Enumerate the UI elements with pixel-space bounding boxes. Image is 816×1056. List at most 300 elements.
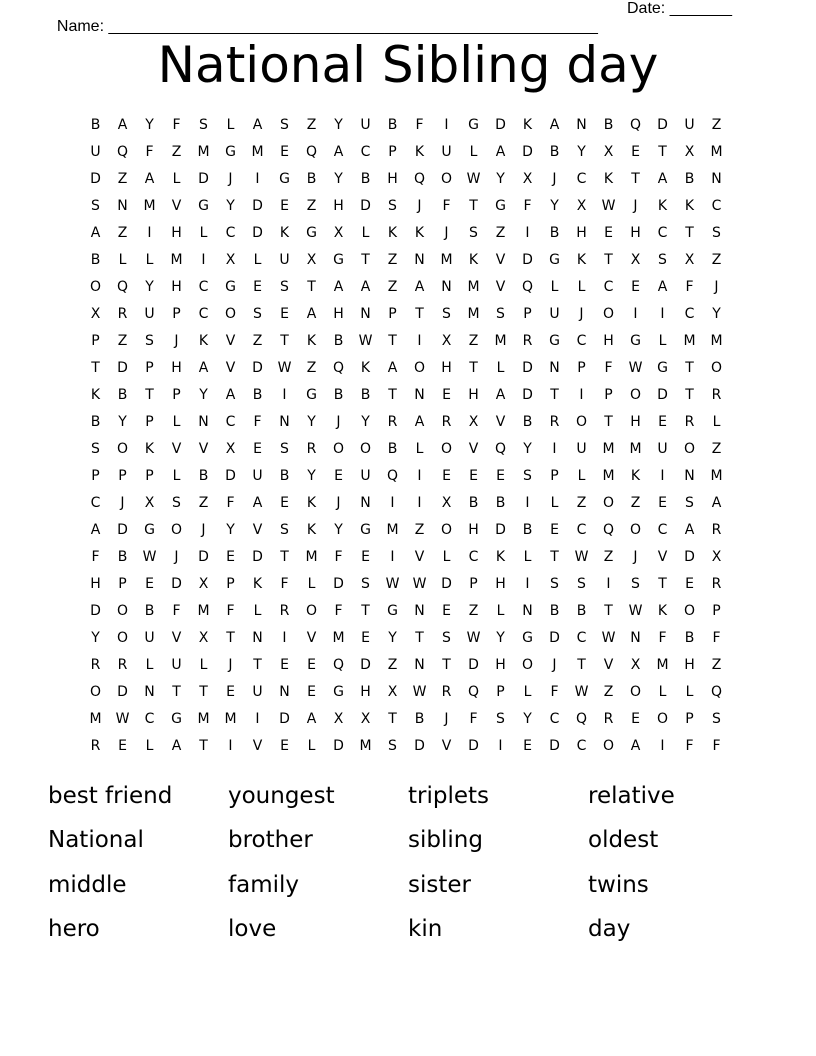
grid-cell[interactable]: K: [387, 224, 398, 241]
grid-cell[interactable]: S: [91, 440, 100, 457]
grid-cell[interactable]: U: [684, 116, 695, 133]
grid-cell[interactable]: Z: [198, 494, 209, 511]
grid-cell[interactable]: O: [116, 629, 129, 646]
grid-cell[interactable]: A: [306, 710, 317, 727]
grid-cell[interactable]: A: [225, 386, 236, 403]
grid-cell[interactable]: S: [496, 305, 505, 322]
grid-cell[interactable]: D: [360, 656, 371, 673]
grid-cell[interactable]: I: [417, 332, 422, 349]
grid-cell[interactable]: T: [469, 359, 478, 376]
grid-cell[interactable]: D: [198, 170, 209, 187]
grid-cell[interactable]: L: [496, 359, 505, 376]
grid-cell[interactable]: Q: [467, 683, 480, 700]
grid-cell[interactable]: X: [306, 251, 317, 268]
grid-cell[interactable]: V: [306, 629, 317, 646]
grid-cell[interactable]: I: [633, 305, 638, 322]
grid-cell[interactable]: L: [226, 116, 235, 133]
grid-cell[interactable]: W: [277, 359, 292, 376]
grid-cell[interactable]: V: [414, 548, 425, 565]
grid-cell[interactable]: A: [360, 278, 371, 295]
grid-cell[interactable]: N: [549, 359, 560, 376]
grid-cell[interactable]: G: [171, 710, 182, 727]
grid-cell[interactable]: K: [414, 143, 425, 160]
grid-cell[interactable]: C: [468, 548, 479, 565]
grid-cell[interactable]: H: [468, 386, 479, 403]
grid-cell[interactable]: Z: [306, 197, 317, 214]
grid-cell[interactable]: A: [198, 359, 209, 376]
grid-cell[interactable]: M: [683, 332, 696, 349]
grid-cell[interactable]: D: [198, 548, 209, 565]
grid-cell[interactable]: Y: [577, 143, 586, 160]
grid-cell[interactable]: W: [412, 575, 427, 592]
grid-cell[interactable]: D: [333, 737, 344, 754]
grid-cell[interactable]: D: [495, 521, 506, 538]
grid-cell[interactable]: N: [414, 251, 425, 268]
grid-cell[interactable]: H: [630, 413, 641, 430]
grid-cell[interactable]: N: [279, 413, 290, 430]
grid-cell[interactable]: F: [172, 602, 181, 619]
grid-cell[interactable]: T: [685, 386, 694, 403]
grid-cell[interactable]: Z: [252, 332, 263, 349]
grid-cell[interactable]: Y: [334, 116, 343, 133]
grid-cell[interactable]: B: [603, 116, 614, 133]
grid-cell[interactable]: D: [657, 386, 668, 403]
grid-cell[interactable]: Y: [523, 440, 532, 457]
grid-cell[interactable]: Y: [388, 629, 397, 646]
grid-cell[interactable]: J: [714, 278, 719, 295]
grid-cell[interactable]: D: [117, 521, 128, 538]
grid-cell[interactable]: K: [306, 494, 317, 511]
grid-cell[interactable]: D: [657, 116, 668, 133]
grid-cell[interactable]: V: [468, 440, 479, 457]
grid-cell[interactable]: N: [711, 170, 722, 187]
grid-cell[interactable]: T: [658, 143, 667, 160]
grid-cell[interactable]: F: [442, 197, 451, 214]
grid-cell[interactable]: Z: [306, 116, 317, 133]
grid-cell[interactable]: G: [657, 359, 668, 376]
grid-cell[interactable]: D: [468, 656, 479, 673]
grid-cell[interactable]: X: [576, 197, 587, 214]
grid-cell[interactable]: A: [414, 413, 425, 430]
grid-cell[interactable]: S: [442, 629, 451, 646]
grid-cell[interactable]: E: [658, 494, 667, 511]
grid-cell[interactable]: Q: [494, 440, 507, 457]
grid-cell[interactable]: M: [197, 710, 210, 727]
grid-cell[interactable]: H: [684, 656, 695, 673]
grid-cell[interactable]: B: [306, 170, 317, 187]
grid-cell[interactable]: D: [252, 548, 263, 565]
grid-cell[interactable]: B: [252, 386, 263, 403]
grid-cell[interactable]: L: [361, 224, 370, 241]
grid-cell[interactable]: T: [91, 359, 100, 376]
grid-cell[interactable]: H: [468, 521, 479, 538]
grid-cell[interactable]: E: [253, 440, 262, 457]
grid-cell[interactable]: G: [387, 602, 398, 619]
grid-cell[interactable]: T: [604, 413, 613, 430]
grid-cell[interactable]: B: [144, 602, 155, 619]
grid-cell[interactable]: E: [523, 737, 532, 754]
grid-cell[interactable]: U: [360, 467, 371, 484]
grid-cell[interactable]: S: [712, 224, 721, 241]
grid-cell[interactable]: O: [224, 305, 237, 322]
grid-cell[interactable]: Y: [145, 278, 154, 295]
grid-cell[interactable]: D: [117, 683, 128, 700]
grid-cell[interactable]: X: [441, 494, 452, 511]
grid-cell[interactable]: F: [469, 710, 478, 727]
grid-cell[interactable]: T: [199, 683, 208, 700]
grid-cell[interactable]: S: [496, 710, 505, 727]
grid-cell[interactable]: S: [658, 251, 667, 268]
grid-cell[interactable]: E: [361, 629, 370, 646]
grid-cell[interactable]: I: [525, 494, 530, 511]
grid-cell[interactable]: Q: [575, 710, 588, 727]
grid-cell[interactable]: R: [387, 413, 398, 430]
grid-cell[interactable]: D: [684, 548, 695, 565]
grid-cell[interactable]: R: [711, 386, 722, 403]
grid-cell[interactable]: Q: [602, 521, 615, 538]
grid-cell[interactable]: Y: [226, 521, 235, 538]
grid-cell[interactable]: D: [468, 737, 479, 754]
grid-cell[interactable]: E: [280, 197, 289, 214]
grid-cell[interactable]: N: [360, 305, 371, 322]
grid-cell[interactable]: S: [712, 710, 721, 727]
grid-cell[interactable]: W: [466, 629, 481, 646]
grid-cell[interactable]: E: [442, 602, 451, 619]
grid-cell[interactable]: M: [710, 467, 723, 484]
grid-cell[interactable]: L: [199, 656, 208, 673]
name-field[interactable]: Name: _______________________________________________________: [56, 18, 598, 35]
grid-cell[interactable]: L: [685, 683, 694, 700]
grid-cell[interactable]: X: [225, 440, 236, 457]
grid-cell[interactable]: V: [252, 521, 263, 538]
grid-cell[interactable]: P: [604, 386, 613, 403]
grid-cell[interactable]: A: [144, 170, 155, 187]
grid-cell[interactable]: Y: [199, 386, 208, 403]
grid-cell[interactable]: T: [577, 656, 586, 673]
grid-cell[interactable]: M: [440, 251, 453, 268]
grid-cell[interactable]: K: [603, 170, 614, 187]
grid-cell[interactable]: J: [201, 521, 206, 538]
grid-cell[interactable]: S: [280, 116, 289, 133]
grid-cell[interactable]: J: [444, 224, 449, 241]
grid-cell[interactable]: P: [145, 413, 154, 430]
grid-cell[interactable]: U: [549, 305, 560, 322]
grid-cell[interactable]: T: [550, 548, 559, 565]
grid-cell[interactable]: E: [631, 143, 640, 160]
grid-cell[interactable]: Z: [603, 548, 614, 565]
grid-cell[interactable]: L: [469, 143, 478, 160]
grid-cell[interactable]: K: [306, 332, 317, 349]
grid-cell[interactable]: C: [225, 224, 236, 241]
grid-cell[interactable]: U: [144, 629, 155, 646]
grid-cell[interactable]: E: [226, 548, 235, 565]
grid-cell[interactable]: B: [684, 629, 695, 646]
grid-cell[interactable]: Z: [468, 602, 479, 619]
grid-cell[interactable]: A: [414, 278, 425, 295]
grid-cell[interactable]: V: [171, 197, 182, 214]
grid-cell[interactable]: X: [198, 629, 209, 646]
grid-cell[interactable]: S: [469, 224, 478, 241]
grid-cell[interactable]: S: [523, 467, 532, 484]
grid-cell[interactable]: R: [441, 413, 452, 430]
grid-cell[interactable]: K: [306, 521, 317, 538]
grid-cell[interactable]: A: [252, 494, 263, 511]
grid-cell[interactable]: G: [522, 629, 533, 646]
grid-cell[interactable]: T: [388, 710, 397, 727]
grid-cell[interactable]: S: [280, 278, 289, 295]
grid-cell[interactable]: R: [603, 710, 614, 727]
grid-cell[interactable]: Z: [387, 656, 398, 673]
grid-cell[interactable]: K: [576, 251, 587, 268]
grid-cell[interactable]: B: [333, 386, 344, 403]
grid-cell[interactable]: R: [684, 413, 695, 430]
grid-cell[interactable]: P: [145, 359, 154, 376]
grid-cell[interactable]: T: [442, 656, 451, 673]
grid-cell[interactable]: A: [657, 170, 668, 187]
grid-cell[interactable]: I: [525, 224, 530, 241]
grid-cell[interactable]: L: [577, 467, 586, 484]
grid-cell[interactable]: C: [576, 170, 587, 187]
grid-cell[interactable]: Y: [496, 629, 505, 646]
grid-cell[interactable]: J: [417, 197, 422, 214]
grid-cell[interactable]: T: [307, 278, 316, 295]
grid-cell[interactable]: E: [226, 683, 235, 700]
grid-cell[interactable]: S: [280, 521, 289, 538]
grid-cell[interactable]: V: [495, 278, 506, 295]
grid-cell[interactable]: H: [333, 305, 344, 322]
grid-cell[interactable]: E: [631, 710, 640, 727]
grid-cell[interactable]: D: [522, 143, 533, 160]
grid-cell[interactable]: G: [468, 116, 479, 133]
grid-cell[interactable]: X: [333, 710, 344, 727]
grid-cell[interactable]: L: [253, 251, 262, 268]
grid-cell[interactable]: U: [171, 656, 182, 673]
grid-cell[interactable]: E: [361, 548, 370, 565]
grid-cell[interactable]: B: [522, 413, 533, 430]
grid-cell[interactable]: I: [390, 494, 395, 511]
grid-cell[interactable]: I: [606, 575, 611, 592]
grid-cell[interactable]: Z: [387, 251, 398, 268]
grid-cell[interactable]: F: [91, 548, 100, 565]
grid-cell[interactable]: B: [684, 170, 695, 187]
grid-cell[interactable]: W: [574, 548, 589, 565]
grid-cell[interactable]: Z: [711, 440, 722, 457]
grid-cell[interactable]: L: [253, 602, 262, 619]
grid-cell[interactable]: H: [603, 332, 614, 349]
grid-cell[interactable]: O: [89, 278, 102, 295]
grid-cell[interactable]: U: [252, 683, 263, 700]
grid-cell[interactable]: F: [523, 197, 532, 214]
grid-cell[interactable]: T: [415, 305, 424, 322]
grid-cell[interactable]: P: [388, 143, 397, 160]
grid-cell[interactable]: E: [145, 575, 154, 592]
grid-cell[interactable]: B: [576, 602, 587, 619]
grid-cell[interactable]: I: [498, 737, 503, 754]
grid-cell[interactable]: D: [549, 737, 560, 754]
grid-cell[interactable]: H: [441, 359, 452, 376]
grid-cell[interactable]: G: [630, 332, 641, 349]
grid-cell[interactable]: U: [252, 467, 263, 484]
grid-cell[interactable]: M: [170, 251, 183, 268]
grid-cell[interactable]: W: [601, 629, 616, 646]
grid-cell[interactable]: F: [604, 359, 613, 376]
grid-cell[interactable]: O: [575, 413, 588, 430]
grid-cell[interactable]: Z: [711, 251, 722, 268]
grid-cell[interactable]: S: [550, 575, 559, 592]
grid-cell[interactable]: J: [228, 656, 233, 673]
grid-cell[interactable]: Z: [171, 143, 182, 160]
grid-cell[interactable]: Y: [145, 116, 154, 133]
grid-cell[interactable]: B: [117, 386, 128, 403]
grid-cell[interactable]: I: [390, 548, 395, 565]
grid-cell[interactable]: W: [142, 548, 157, 565]
grid-cell[interactable]: P: [118, 467, 127, 484]
grid-cell[interactable]: V: [225, 359, 236, 376]
grid-cell[interactable]: J: [633, 197, 638, 214]
grid-cell[interactable]: F: [334, 548, 343, 565]
grid-cell[interactable]: C: [576, 737, 587, 754]
grid-cell[interactable]: K: [657, 602, 668, 619]
grid-cell[interactable]: L: [496, 602, 505, 619]
date-field[interactable]: Date: _______: [627, 0, 732, 17]
grid-cell[interactable]: T: [226, 629, 235, 646]
grid-cell[interactable]: G: [225, 278, 236, 295]
grid-cell[interactable]: Y: [523, 710, 532, 727]
grid-cell[interactable]: M: [386, 521, 399, 538]
grid-cell[interactable]: X: [684, 251, 695, 268]
grid-cell[interactable]: R: [279, 602, 290, 619]
grid-cell[interactable]: L: [550, 278, 559, 295]
grid-cell[interactable]: P: [91, 332, 100, 349]
grid-cell[interactable]: T: [550, 386, 559, 403]
grid-cell[interactable]: R: [549, 413, 560, 430]
grid-cell[interactable]: Z: [414, 521, 425, 538]
grid-cell[interactable]: P: [118, 575, 127, 592]
grid-cell[interactable]: E: [334, 467, 343, 484]
grid-cell[interactable]: O: [521, 656, 534, 673]
grid-cell[interactable]: C: [90, 494, 101, 511]
grid-cell[interactable]: T: [604, 251, 613, 268]
grid-cell[interactable]: O: [332, 440, 345, 457]
grid-cell[interactable]: N: [414, 386, 425, 403]
grid-cell[interactable]: B: [468, 494, 479, 511]
grid-cell[interactable]: T: [361, 251, 370, 268]
grid-cell[interactable]: K: [657, 197, 668, 214]
grid-cell[interactable]: P: [145, 467, 154, 484]
grid-cell[interactable]: W: [574, 683, 589, 700]
grid-cell[interactable]: L: [145, 656, 154, 673]
grid-cell[interactable]: T: [685, 359, 694, 376]
grid-cell[interactable]: B: [117, 548, 128, 565]
grid-cell[interactable]: F: [334, 602, 343, 619]
grid-cell[interactable]: M: [602, 440, 615, 457]
grid-cell[interactable]: O: [629, 521, 642, 538]
grid-cell[interactable]: V: [171, 629, 182, 646]
grid-cell[interactable]: F: [550, 683, 559, 700]
grid-cell[interactable]: N: [414, 656, 425, 673]
grid-cell[interactable]: X: [333, 224, 344, 241]
grid-cell[interactable]: A: [630, 737, 641, 754]
grid-cell[interactable]: T: [631, 170, 640, 187]
grid-cell[interactable]: L: [523, 683, 532, 700]
grid-cell[interactable]: D: [279, 710, 290, 727]
grid-cell[interactable]: C: [144, 710, 155, 727]
grid-cell[interactable]: Q: [116, 278, 129, 295]
grid-cell[interactable]: T: [685, 224, 694, 241]
grid-cell[interactable]: J: [552, 656, 557, 673]
grid-cell[interactable]: E: [442, 467, 451, 484]
grid-cell[interactable]: Z: [117, 170, 128, 187]
grid-cell[interactable]: M: [602, 467, 615, 484]
grid-cell[interactable]: D: [252, 197, 263, 214]
grid-cell[interactable]: Y: [307, 467, 316, 484]
grid-cell[interactable]: D: [495, 116, 506, 133]
grid-cell[interactable]: F: [226, 602, 235, 619]
grid-cell[interactable]: W: [412, 683, 427, 700]
grid-cell[interactable]: X: [441, 332, 452, 349]
grid-cell[interactable]: V: [603, 656, 614, 673]
grid-cell[interactable]: C: [603, 278, 614, 295]
grid-cell[interactable]: L: [550, 494, 559, 511]
grid-cell[interactable]: T: [253, 656, 262, 673]
grid-cell[interactable]: M: [629, 440, 642, 457]
grid-cell[interactable]: X: [711, 548, 722, 565]
grid-cell[interactable]: U: [576, 440, 587, 457]
grid-cell[interactable]: L: [307, 575, 316, 592]
grid-cell[interactable]: A: [495, 386, 506, 403]
grid-cell[interactable]: D: [522, 359, 533, 376]
grid-cell[interactable]: V: [657, 548, 668, 565]
grid-cell[interactable]: L: [172, 413, 181, 430]
grid-cell[interactable]: Y: [496, 170, 505, 187]
grid-cell[interactable]: D: [225, 467, 236, 484]
grid-cell[interactable]: I: [444, 116, 449, 133]
grid-cell[interactable]: O: [116, 440, 129, 457]
grid-cell[interactable]: Y: [118, 413, 127, 430]
grid-cell[interactable]: K: [252, 575, 263, 592]
grid-cell[interactable]: M: [197, 602, 210, 619]
grid-cell[interactable]: T: [604, 602, 613, 619]
grid-cell[interactable]: I: [579, 386, 584, 403]
grid-cell[interactable]: E: [280, 656, 289, 673]
grid-cell[interactable]: N: [630, 629, 641, 646]
grid-cell[interactable]: J: [120, 494, 125, 511]
grid-cell[interactable]: L: [658, 332, 667, 349]
grid-cell[interactable]: X: [630, 251, 641, 268]
grid-cell[interactable]: B: [360, 170, 371, 187]
grid-cell[interactable]: O: [656, 710, 669, 727]
grid-cell[interactable]: Z: [117, 224, 128, 241]
grid-cell[interactable]: L: [172, 467, 181, 484]
grid-cell[interactable]: A: [252, 116, 263, 133]
grid-cell[interactable]: T: [361, 602, 370, 619]
grid-cell[interactable]: F: [658, 629, 667, 646]
grid-cell[interactable]: B: [549, 602, 560, 619]
grid-cell[interactable]: D: [90, 170, 101, 187]
grid-cell[interactable]: B: [198, 467, 209, 484]
grid-cell[interactable]: W: [385, 575, 400, 592]
grid-cell[interactable]: M: [656, 656, 669, 673]
grid-cell[interactable]: M: [332, 629, 345, 646]
grid-cell[interactable]: N: [360, 494, 371, 511]
grid-cell[interactable]: G: [495, 197, 506, 214]
grid-cell[interactable]: M: [359, 737, 372, 754]
grid-cell[interactable]: S: [361, 575, 370, 592]
grid-cell[interactable]: E: [280, 305, 289, 322]
grid-cell[interactable]: O: [629, 386, 642, 403]
grid-cell[interactable]: K: [360, 359, 371, 376]
grid-cell[interactable]: B: [90, 251, 101, 268]
